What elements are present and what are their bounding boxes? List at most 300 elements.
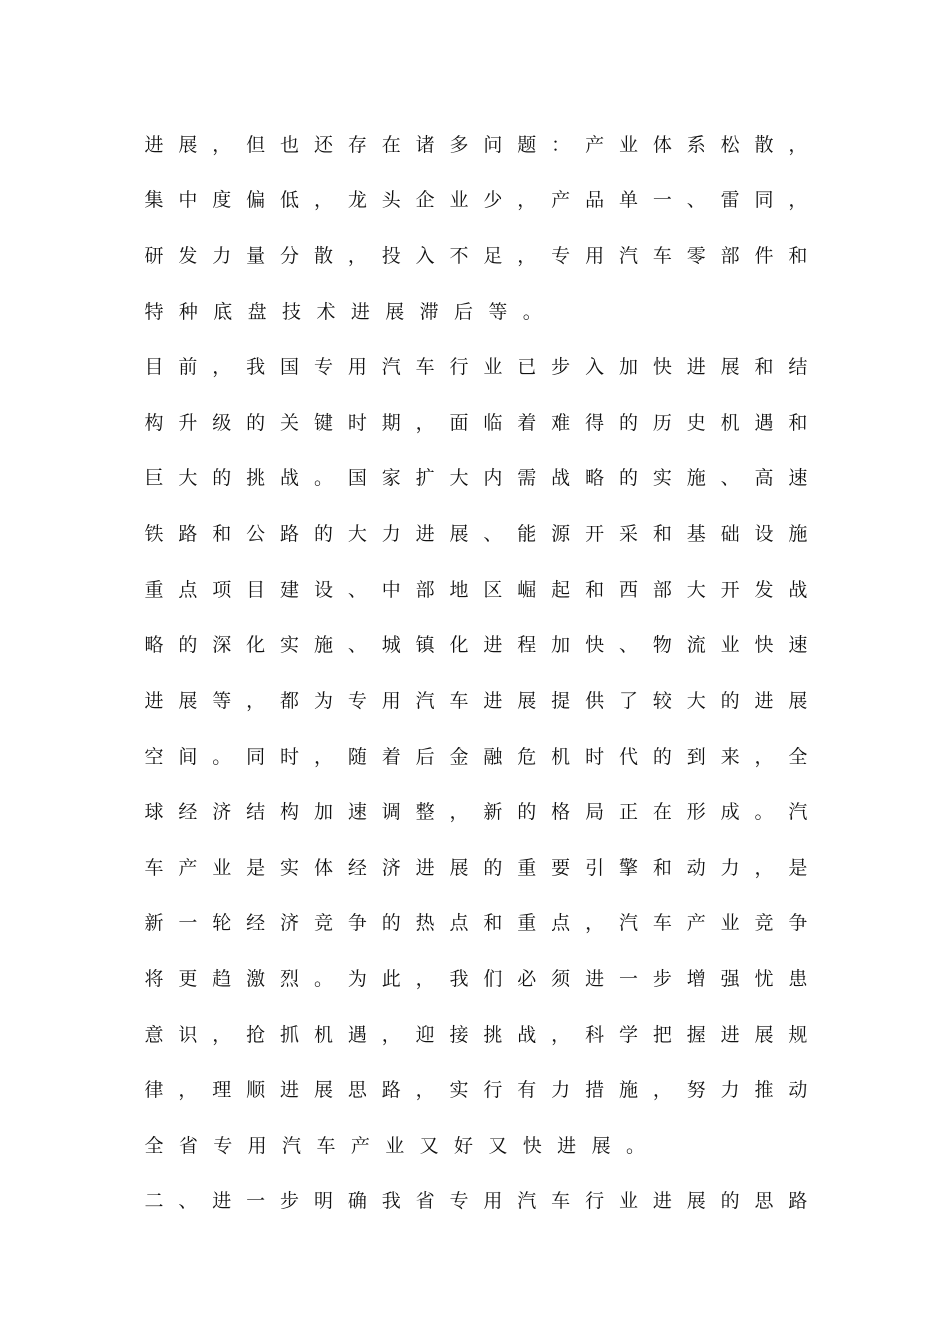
text-glyph: 开 (585, 523, 605, 545)
text-glyph: 力 (212, 245, 232, 267)
text-glyph: 略 (585, 467, 605, 489)
text-glyph: 汽 (282, 1135, 302, 1157)
text-glyph: ， (415, 968, 435, 990)
text-glyph: 技 (282, 301, 302, 323)
text-glyph: 推 (754, 1079, 774, 1101)
text-glyph: 济 (212, 801, 232, 823)
text-glyph: 化 (246, 634, 266, 656)
text-glyph: 术 (316, 301, 336, 323)
text-glyph: 中 (178, 189, 198, 211)
text-glyph: 加 (551, 634, 571, 656)
text-glyph: ， (347, 245, 367, 267)
text-glyph: 快 (585, 634, 605, 656)
text-glyph: 步 (551, 356, 571, 378)
text-glyph: 挑 (483, 1024, 503, 1046)
text-glyph: 努 (686, 1079, 706, 1101)
text-glyph: 车 (652, 245, 672, 267)
text-line (144, 630, 808, 660)
text-glyph: 思 (347, 1079, 367, 1101)
text-glyph: 崛 (517, 579, 537, 601)
text-glyph: 、 (178, 1190, 198, 1212)
text-glyph: 产 (551, 189, 571, 211)
text-glyph: 物 (652, 634, 672, 656)
text-line (144, 241, 808, 271)
text-glyph: ， (178, 1079, 198, 1101)
text-glyph: ， (449, 801, 469, 823)
text-glyph: 大 (686, 690, 706, 712)
text-glyph: 展 (178, 690, 198, 712)
text-glyph: 路 (280, 523, 300, 545)
text-glyph: 一 (246, 1190, 266, 1212)
text-glyph: 但 (246, 134, 266, 156)
text-glyph: 偏 (246, 189, 266, 211)
text-glyph: 又 (419, 1135, 439, 1157)
text-glyph: 部 (415, 579, 435, 601)
text-glyph: 进 (483, 634, 503, 656)
text-glyph: 和 (652, 857, 672, 879)
text-glyph: 力 (720, 857, 740, 879)
text-glyph: 机 (551, 746, 571, 768)
text-glyph: 在 (381, 134, 401, 156)
text-glyph: 实 (280, 857, 300, 879)
text-glyph: 激 (246, 968, 266, 990)
text-glyph: 、 (686, 189, 706, 211)
text-glyph: 。 (625, 1135, 645, 1157)
text-glyph: 部 (652, 579, 672, 601)
text-glyph: 中 (381, 579, 401, 601)
text-glyph: 车 (316, 1135, 336, 1157)
text-glyph: 业 (449, 189, 469, 211)
text-glyph: 区 (483, 579, 503, 601)
text-glyph: 汽 (788, 801, 808, 823)
text-glyph: 城 (381, 634, 401, 656)
text-glyph: 进 (212, 1190, 232, 1212)
text-glyph: 业 (212, 857, 232, 879)
text-glyph: 擎 (618, 857, 638, 879)
text-glyph: 调 (381, 801, 401, 823)
text-glyph: ， (652, 1079, 672, 1101)
text-glyph: 一 (652, 189, 672, 211)
text-glyph: 机 (720, 412, 740, 434)
text-glyph: 滞 (419, 301, 439, 323)
text-glyph: 。 (313, 467, 333, 489)
text-glyph: 加 (618, 356, 638, 378)
text-glyph: 能 (517, 523, 537, 545)
text-glyph: ： (551, 134, 571, 156)
text-glyph: 等 (212, 690, 232, 712)
text-glyph: 后 (454, 301, 474, 323)
text-glyph: 握 (686, 1024, 706, 1046)
text-glyph: 件 (754, 245, 774, 267)
text-glyph: 部 (720, 245, 740, 267)
text-glyph: 将 (144, 968, 164, 990)
text-glyph: 和 (754, 356, 774, 378)
text-glyph: 和 (585, 579, 605, 601)
text-glyph: ， (517, 245, 537, 267)
text-glyph: 车 (449, 690, 469, 712)
text-glyph: 争 (788, 912, 808, 934)
text-glyph: 展 (754, 1024, 774, 1046)
text-glyph: 施 (686, 467, 706, 489)
text-glyph: 危 (517, 746, 537, 768)
text-glyph: ， (212, 1024, 232, 1046)
text-glyph: 我 (246, 356, 266, 378)
text-glyph: 速 (788, 467, 808, 489)
text-glyph: 经 (178, 801, 198, 823)
text-glyph: 的 (178, 634, 198, 656)
text-glyph: 入 (585, 356, 605, 378)
text-glyph: 汽 (618, 912, 638, 934)
text-glyph: 系 (686, 134, 706, 156)
text-glyph: 实 (652, 467, 672, 489)
text-line (144, 797, 808, 827)
text-glyph: 进 (415, 857, 435, 879)
text-line (144, 575, 808, 605)
text-glyph: 力 (381, 523, 401, 545)
text-glyph: 设 (754, 523, 774, 545)
text-glyph: 空 (144, 746, 164, 768)
text-glyph: 车 (551, 1190, 571, 1212)
text-glyph: ， (551, 1024, 571, 1046)
text-glyph: 的 (483, 857, 503, 879)
text-glyph: 体 (313, 857, 333, 879)
text-glyph: 把 (652, 1024, 672, 1046)
text-glyph: 家 (381, 467, 401, 489)
text-glyph: 面 (449, 412, 469, 434)
text-line (144, 742, 808, 772)
text-glyph: 用 (483, 1190, 503, 1212)
text-glyph: 热 (415, 912, 435, 934)
text-glyph: 底 (213, 301, 233, 323)
text-glyph: 挑 (246, 467, 266, 489)
text-glyph: 时 (280, 746, 300, 768)
text-line (144, 1131, 808, 1161)
text-glyph: ， (381, 1024, 401, 1046)
text-glyph: 内 (483, 467, 503, 489)
text-glyph: 一 (178, 912, 198, 934)
text-glyph: 产 (585, 134, 605, 156)
text-glyph: 更 (178, 968, 198, 990)
text-glyph: 还 (313, 134, 333, 156)
text-glyph: 问 (483, 134, 503, 156)
text-glyph: 重 (517, 912, 537, 934)
text-glyph: 思 (754, 1190, 774, 1212)
text-glyph: 车 (415, 356, 435, 378)
text-glyph: 一 (618, 968, 638, 990)
text-glyph: 临 (483, 412, 503, 434)
text-glyph: 题 (517, 134, 537, 156)
text-glyph: 争 (347, 912, 367, 934)
text-glyph: 的 (652, 746, 672, 768)
text-glyph: 业 (720, 912, 740, 934)
text-glyph: 形 (686, 801, 706, 823)
text-glyph: 整 (415, 801, 435, 823)
text-glyph: 车 (652, 912, 672, 934)
text-glyph: 二 (144, 1190, 164, 1212)
text-glyph: 全 (788, 746, 808, 768)
text-glyph: 供 (585, 690, 605, 712)
text-glyph: 趋 (212, 968, 232, 990)
text-glyph: 流 (686, 634, 706, 656)
text-glyph: 专 (347, 690, 367, 712)
text-glyph: 种 (178, 301, 198, 323)
text-glyph: 此 (381, 968, 401, 990)
text-glyph: 学 (618, 1024, 638, 1046)
text-glyph: 、 (720, 467, 740, 489)
text-glyph: 增 (686, 968, 706, 990)
text-glyph: 产 (178, 857, 198, 879)
text-glyph: 足 (483, 245, 503, 267)
text-glyph: 国 (347, 467, 367, 489)
text-glyph: 速 (788, 634, 808, 656)
text-glyph: 接 (449, 1024, 469, 1046)
text-glyph: 竞 (754, 912, 774, 934)
text-glyph: 已 (517, 356, 537, 378)
text-glyph: 汽 (415, 690, 435, 712)
text-line (144, 1075, 808, 1105)
text-glyph: 进 (415, 523, 435, 545)
text-glyph: 展 (385, 301, 405, 323)
text-glyph: 诸 (415, 134, 435, 156)
text-glyph: 产 (350, 1135, 370, 1157)
text-glyph: 新 (483, 801, 503, 823)
text-glyph: 车 (144, 857, 164, 879)
text-glyph: 必 (517, 968, 537, 990)
text-glyph: 汽 (517, 1190, 537, 1212)
text-glyph: 多 (449, 134, 469, 156)
text-glyph: ， (246, 690, 266, 712)
text-glyph: 济 (381, 857, 401, 879)
text-glyph: 展 (449, 857, 469, 879)
text-line (144, 463, 808, 493)
text-line (144, 130, 808, 160)
text-glyph: 史 (686, 412, 706, 434)
text-glyph: 快 (522, 1135, 542, 1157)
text-glyph: 集 (144, 189, 164, 211)
text-glyph: 战 (280, 467, 300, 489)
text-glyph: 项 (212, 579, 232, 601)
text-glyph: 措 (585, 1079, 605, 1101)
text-glyph: 进 (483, 690, 503, 712)
text-glyph: 、 (347, 634, 367, 656)
text-line (144, 964, 808, 994)
text-glyph: 础 (720, 523, 740, 545)
text-glyph: 不 (449, 245, 469, 267)
text-line (144, 908, 808, 938)
text-line (144, 297, 808, 327)
text-glyph: 为 (347, 968, 367, 990)
text-glyph: ， (788, 134, 808, 156)
text-glyph: 用 (347, 356, 367, 378)
text-glyph: 的 (313, 523, 333, 545)
text-glyph: 患 (788, 968, 808, 990)
text-glyph: 国 (280, 356, 300, 378)
text-glyph: 全 (144, 1135, 164, 1157)
text-glyph: 展 (591, 1135, 611, 1157)
text-glyph: 公 (246, 523, 266, 545)
text-glyph: 雷 (720, 189, 740, 211)
text-glyph: 时 (347, 412, 367, 434)
text-glyph: 的 (246, 412, 266, 434)
text-glyph: 进 (144, 134, 164, 156)
text-glyph: 动 (686, 857, 706, 879)
text-glyph: 起 (551, 579, 571, 601)
text-glyph: ， (517, 189, 537, 211)
text-glyph: 等 (488, 301, 508, 323)
text-glyph: 是 (246, 857, 266, 879)
text-glyph: 竞 (313, 912, 333, 934)
text-glyph: 、 (347, 579, 367, 601)
text-glyph: 程 (517, 634, 537, 656)
text-glyph: 略 (144, 634, 164, 656)
text-glyph: 点 (551, 912, 571, 934)
text-glyph: 路 (788, 1190, 808, 1212)
text-glyph: 期 (381, 412, 401, 434)
text-line (144, 686, 808, 716)
text-glyph: 战 (788, 579, 808, 601)
text-glyph: 随 (347, 746, 367, 768)
text-glyph: 企 (415, 189, 435, 211)
text-glyph: 为 (313, 690, 333, 712)
text-glyph: 铁 (144, 523, 164, 545)
text-glyph: 点 (178, 579, 198, 601)
text-glyph: 地 (449, 579, 469, 601)
text-glyph: 成 (720, 801, 740, 823)
text-glyph: 要 (551, 857, 571, 879)
text-glyph: 巨 (144, 467, 164, 489)
text-line (144, 1020, 808, 1050)
text-glyph: 结 (246, 801, 266, 823)
text-glyph: 好 (454, 1135, 474, 1157)
text-glyph: 入 (415, 245, 435, 267)
text-glyph: 发 (178, 245, 198, 267)
text-glyph: 构 (280, 801, 300, 823)
text-glyph: 量 (246, 245, 266, 267)
text-glyph: 少 (483, 189, 503, 211)
text-glyph: 速 (347, 801, 367, 823)
text-glyph: 遇 (754, 412, 774, 434)
text-glyph: 也 (280, 134, 300, 156)
text-glyph: 同 (246, 746, 266, 768)
text-glyph: 快 (754, 634, 774, 656)
text-glyph: 分 (280, 245, 300, 267)
text-glyph: 科 (585, 1024, 605, 1046)
text-glyph: 行 (449, 356, 469, 378)
text-glyph: 西 (618, 579, 638, 601)
text-glyph: 步 (280, 1190, 300, 1212)
text-glyph: 基 (686, 523, 706, 545)
text-glyph: 局 (585, 801, 605, 823)
text-glyph: 和 (652, 523, 672, 545)
text-glyph: 着 (381, 746, 401, 768)
text-glyph: 关 (280, 412, 300, 434)
text-glyph: 到 (686, 746, 706, 768)
text-glyph: 发 (754, 579, 774, 601)
text-glyph: 顺 (246, 1079, 266, 1101)
text-glyph: 遇 (347, 1024, 367, 1046)
text-glyph: 低 (280, 189, 300, 211)
text-glyph: 来 (720, 746, 740, 768)
text-glyph: 龙 (347, 189, 367, 211)
text-glyph: 正 (618, 801, 638, 823)
text-glyph: 力 (551, 1079, 571, 1101)
text-glyph: 较 (652, 690, 672, 712)
text-glyph: 路 (178, 523, 198, 545)
text-glyph: 、 (618, 634, 638, 656)
text-glyph: 路 (381, 1079, 401, 1101)
text-glyph: 规 (788, 1024, 808, 1046)
text-glyph: 盘 (247, 301, 267, 323)
text-glyph: 省 (178, 1135, 198, 1157)
text-glyph: 烈 (280, 968, 300, 990)
text-glyph: 业 (385, 1135, 405, 1157)
text-glyph: 抢 (246, 1024, 266, 1046)
text-glyph: 的 (381, 912, 401, 934)
text-glyph: 进 (350, 301, 370, 323)
text-glyph: 业 (720, 634, 740, 656)
text-glyph: 点 (449, 912, 469, 934)
text-glyph: 展 (517, 690, 537, 712)
text-glyph: 施 (313, 634, 333, 656)
text-glyph: 体 (652, 134, 672, 156)
text-glyph: 的 (517, 801, 537, 823)
text-glyph: 又 (488, 1135, 508, 1157)
text-glyph: 快 (652, 356, 672, 378)
text-glyph: 大 (686, 579, 706, 601)
text-line (144, 519, 808, 549)
text-glyph: 化 (449, 634, 469, 656)
text-glyph: 用 (381, 690, 401, 712)
text-glyph: 级 (212, 412, 232, 434)
text-glyph: 引 (585, 857, 605, 879)
text-glyph: 和 (483, 912, 503, 934)
text-glyph: 新 (144, 912, 164, 934)
text-glyph: 和 (212, 523, 232, 545)
text-glyph: 的 (212, 467, 232, 489)
text-line (144, 185, 808, 215)
text-glyph: 我 (449, 968, 469, 990)
text-glyph: 进 (754, 690, 774, 712)
text-glyph: 同 (754, 189, 774, 211)
text-glyph: 松 (720, 134, 740, 156)
text-glyph: 后 (415, 746, 435, 768)
text-glyph: 专 (213, 1135, 233, 1157)
text-glyph: 的 (618, 467, 638, 489)
text-glyph: 展 (720, 356, 740, 378)
text-glyph: 力 (720, 1079, 740, 1101)
text-glyph: 用 (585, 245, 605, 267)
text-glyph: 零 (686, 245, 706, 267)
text-glyph: 明 (313, 1190, 333, 1212)
text-glyph: 步 (652, 968, 672, 990)
text-glyph: 动 (788, 1079, 808, 1101)
text-glyph: 行 (585, 1190, 605, 1212)
text-glyph: ， (754, 857, 774, 879)
text-glyph: 进 (720, 1024, 740, 1046)
text-line (144, 1186, 808, 1216)
text-glyph: 业 (618, 134, 638, 156)
text-glyph: 进 (144, 690, 164, 712)
text-glyph: 特 (144, 301, 164, 323)
text-glyph: 采 (618, 523, 638, 545)
text-glyph: 汽 (381, 356, 401, 378)
text-glyph: 产 (686, 912, 706, 934)
text-glyph: ， (313, 189, 333, 211)
text-glyph: 济 (280, 912, 300, 934)
text-glyph: ， (754, 746, 774, 768)
text-glyph: 理 (212, 1079, 232, 1101)
text-glyph: 加 (313, 801, 333, 823)
